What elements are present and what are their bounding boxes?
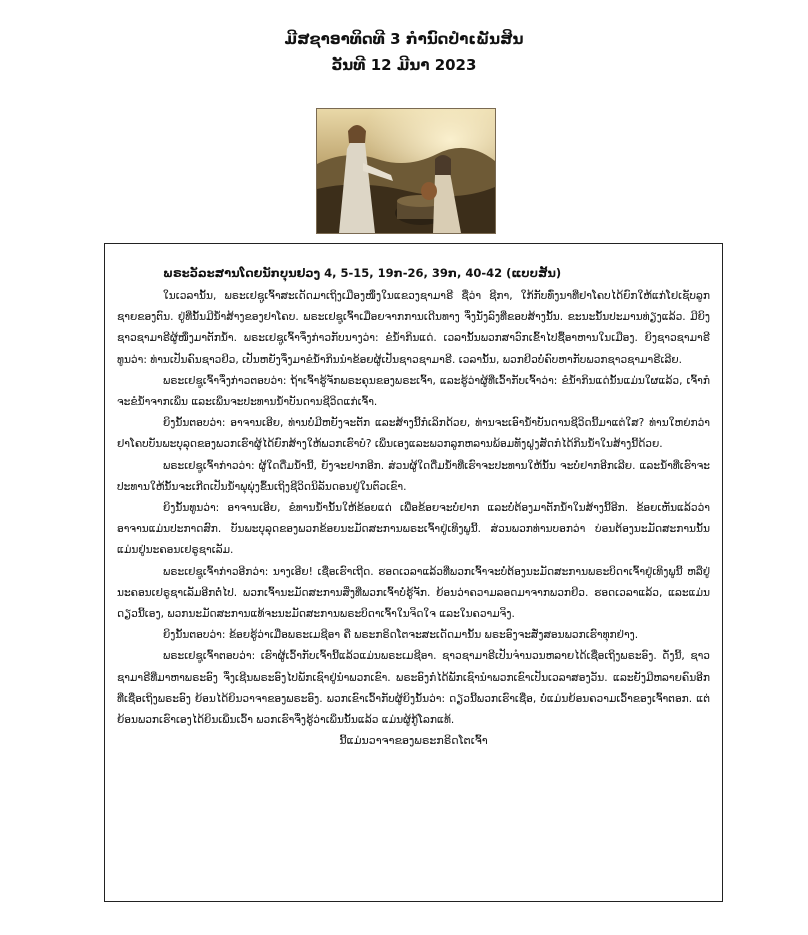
page-header [0, 26, 808, 78]
mass-title: ມີສຊາອາທິດທີ 3 ກໍານົດປໍາເພັນສິນ [284, 30, 524, 48]
jesus-samaritan-woman-painting [316, 108, 496, 234]
reading-paragraph-5: ຍິງນັ້ນທູນວ່າ: ອາຈານເອີຍ, ຂໍທານນໍ້ານັ້ນໃຫ້ຂ້ອຍແດ່ ເພື່ອຂ້ອຍຈະບໍ່ຢາກ ແລະບໍ່ຕ້ອງມາຕັກນໍ້າໃນສ້າງນີ້ອີກ. ຂ້ອຍເຫັນແລ້ວວ່າອາຈານແມ່ນປະກາດສົກ. ບັນພະບຸລຸດຂອງພວກຂ້ອຍນະມັດສະການພຣະເຈົ້າຢູ່ເທິງພູນີ້. ສ່ວນພວກທ່ານບອກວ່າ ບ່ອນຕ້ອງນະມັດສະການນັ້ນແມ່ນຢູ່ນະຄອນເຢຣູຊາເລັມ. [117, 502, 710, 557]
gospel-reading-title: ພຣະວັລະສານໂດຍນັກບຸນຢວງ 4, 5-15, 19ກ-26, 39ກ, 40-42 (ແບບສັ້ນ) [163, 266, 562, 280]
reading-paragraph-7: ຍິງນັ້ນຕອບວ່າ: ຂ້ອຍຮູ້ວ່າເມື່ອພຣະເມຊີອາ ຄື ພຣະກຣິດໂຕຈະສະເດັດມານັ້ນ ພຣະອົງຈະສັ່ງສອນພວກເຮົາທຸກຢ່າງ. [163, 629, 639, 642]
reading-paragraph-2: ພຣະເຢຊູເຈົ້າຈຶ່ງກ່າວຕອບວ່າ: ຖ້າເຈົ້າຮູ້ຈັກພຣະຄຸນຂອງພຣະເຈົ້າ, ແລະຮູ້ວ່າຜູ້ທີ່ເວົ້າກັບເຈົ້າວ່າ: ຂໍນໍ້າກິນແດ່ນັ້ນແມ່ນໃຜແລ້ວ, ເຈົ້າກໍຈະຂໍນໍ້າຈາກເພິ່ນ ແລະເພິ່ນຈະປະທານນໍ້າບັນດານຊີວິດແກ່ເຈົ້າ. [117, 374, 710, 409]
gospel-reading-box [104, 243, 723, 902]
reading-paragraph-3: ຍິງນັ້ນຕອບວ່າ: ອາຈານເອີຍ, ທ່ານບໍ່ມີຫຍັງຈະຕັກ ແລະສ້າງນີ້ກໍເລິກດ້ວຍ, ທ່ານຈະເອົານໍ້າບັນດານຊີວິດນີ້ມາແຕ່ໃສ? ທ່ານໃຫຍ່ກວ່າຢາໂຄບບັນພະບຸລຸດຂອງພວກເຮົາຜູ້ໄດ້ຍົກສ້າງໃຫ້ພວກເຮົາບໍ? ເພິ່ນເອງແລະພວກລູກຫລານພ້ອມທັງຝູງສັດກໍໄດ້ກິນນໍ້າໃນສ້າງນີ້ດ້ວຍ. [117, 417, 710, 451]
reading-paragraph-6: ພຣະເຢຊູເຈົ້າກ່າວອີກວ່າ: ນາງເອີຍ! ເຊື່ອເຮົາເຖີດ. ຮອດເວລາແລ້ວທີ່ພວກເຈົ້າຈະບໍ່ຕ້ອງນະມັດສະການພຣະບິດາເຈົ້າຢູ່ເທິງພູນີ້ ຫລືຢູ່ນະຄອນເຢຣູຊາເລັມອີກຕໍ່ໄປ. ພວກເຈົ້ານະມັດສະການສິ່ງທີ່ພວກເຈົ້າບໍ່ຮູ້ຈັກ. ຍ້ອນວ່າຄວາມລອດມາຈາກພວກຢິວ. ຮອດເວລາແລ້ວ, ແລະແມ່ນດຽວນີ້ເອງ, ພວກນະມັດສະການແທ້ຈະນະມັດສະການພຣະບິດາເຈົ້າໃນຈິດໃຈ ແລະໃນຄວາມຈິງ. [117, 565, 710, 621]
reading-closing: ນີ້ແມ່ນວາຈາຂອງພຣະກຣິດໂຕເຈົ້າ [339, 734, 488, 748]
reading-paragraph-8: ພຣະເຢຊູເຈົ້າຕອບວ່າ: ເຮົາຜູ້ເວົ້າກັບເຈົ້ານີ້ແລ້ວແມ່ນພຣະເມຊີອາ. ຊາວຊາມາຣີເປັນຈໍານວນຫລາຍໄດ້ເຊື່ອເຖິງພຣະອົງ. ດັ່ງນີ້, ຊາວຊາມາຣີທີ່ມາຫາພຣະອົງ ຈຶ່ງເຊີນພຣະອົງໄປພັກເຊົາຢູ່ນໍາພວກເຂົາ. ພຣະອົງກໍໄດ້ພັກເຊົານໍາພວກເຂົາເປັນເວລາສອງວັນ. ແລະຍັງມີຫລາຍຄົນອີກທີ່ເຊື່ອເຖິງພຣະອົງ ຍ້ອນໄດ້ຍິນວາຈາຂອງພຣະອົງ. ພວກເຂົາເວົ້າກັບຜູ້ຍິງນັ້ນວ່າ: ດຽວນີ້ພວກເຮົາເຊື່ອ, ບໍ່ແມ່ນຍ້ອນຄວາມເວົ້າຂອງເຈົ້າຕອກ. ແຕ່ຍ້ອນພວກເຮົາເອງໄດ້ຍິນເພິ່ນເວົ້າ ພວກເຮົາຈຶ່ງຮູ້ວ່າເພິ່ນນັ້ນແລ້ວ ແມ່ນຜູ້ກູ້ໂລກແທ້. [117, 650, 710, 727]
reading-paragraph-4: ພຣະເຢຊູເຈົ້າກ່າວວ່າ: ຜູ້ໃດດື່ມນໍ້ານີ້, ຍັງຈະຢາກອີກ. ສ່ວນຜູ້ໃດດື່ມນໍ້າທີ່ເຮົາຈະປະທານໃຫ້ນັ້ນ ຈະບໍ່ຢາກອີກເລີຍ. ແລະນໍ້າທີ່ເຮົາຈະປະທານໃຫ້ນັ້ນຈະເກີດເປັນນໍ້າພຸພຸ່ງຂຶ້ນເຖິງຊີວິດນິລັນດອນຢູ່ໃນຕົວເຂົາ. [117, 459, 710, 493]
mass-date: ວັນທີ 12 ມີນາ 2023 [331, 56, 477, 74]
reading-paragraph-1: ໃນເວລານັ້ນ, ພຣະເຢຊູເຈົ້າສະເດັດມາເຖິງເມືອງໜຶ່ງໃນແຂວງຊາມາຣີ ຊື່ວ່າ ຊີກາ, ໃກ້ກັບທົ່ງນາທີ່ຢາໂຄບໄດ້ຍົກໃຫ້ແກ່ໂຢເຊັບລູກຊາຍຂອງຕົນ. ຢູ່ທີ່ນັ້ນມີນໍ້າສ້າງຂອງຢາໂຄບ. ພຣະເຢຊູເຈົ້າເມື່ອຍຈາກການເດີນທາງ ຈຶ່ງນັ່ງລົງທີ່ຂອບສ້າງນັ້ນ. ຂະນະນັ້ນປະມານທ່ຽງແລ້ວ. ມີຍິງຊາວຊາມາຣີຜູ້ໜຶ່ງມາຕັກນໍ້າ. ພຣະເຢຊູເຈົ້າຈຶ່ງກ່າວກັບນາງວ່າ: ຂໍນໍ້າກິນແດ່. ເວລານັ້ນພວກສາວົກເຂົ້າໄປຊື້ອາຫານໃນເມືອງ. ຍິງຊາວຊາມາຣີທູນວ່າ: ທ່ານເປັນຄົນຊາວຢິວ, ເປັນຫຍັງຈຶ່ງມາຂໍນໍ້າກິນນໍາຂ້ອຍຜູ້ເປັນຊາວຊາມາຣີ. ເວລານັ້ນ, ພວກຢິວບໍ່ຄົບຫາກັບພວກຊາວຊາມາຣີເລີຍ. [117, 290, 710, 366]
